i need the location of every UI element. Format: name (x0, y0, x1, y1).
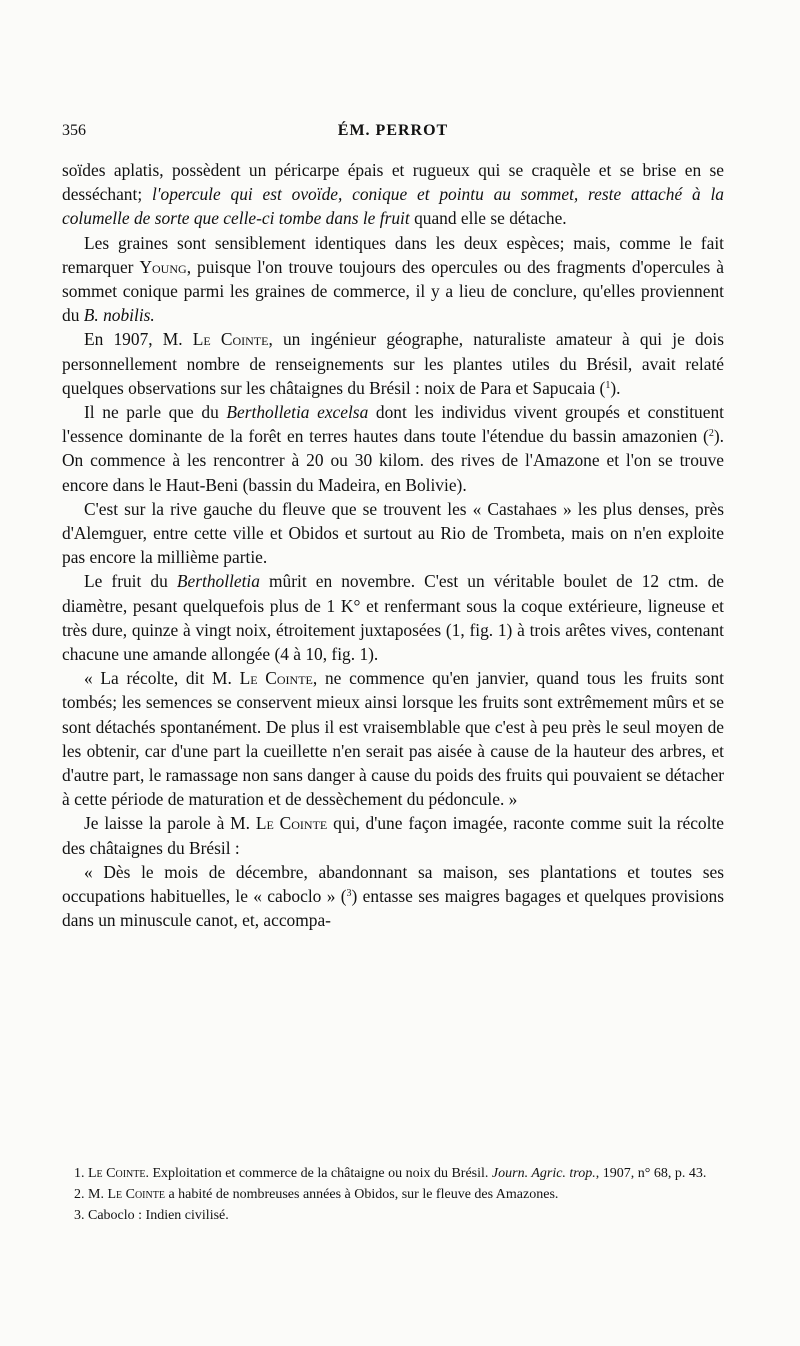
text-run: Les graines sont sensiblement identiques dans les deux espèces; mais, comme le fait remarquer (62, 232, 724, 277)
paragraph (62, 497, 724, 570)
small-caps-name: Le Cointe (192, 329, 269, 350)
footnote-ref: 2 (708, 428, 714, 440)
page-number: 356 (62, 122, 86, 139)
italic-run: Bertholletia excelsa (226, 402, 369, 423)
paragraph (62, 327, 724, 400)
italic-run: B. nobilis. (83, 305, 155, 326)
footnote-ref: 3 (346, 888, 352, 900)
text-run: Je laisse la parole à M. (84, 813, 256, 834)
paragraph (62, 400, 724, 497)
running-head-author: ÉM. PERROT (337, 122, 449, 139)
paragraph (62, 231, 724, 328)
footnotes (62, 1163, 724, 1226)
paragraph (62, 666, 724, 811)
footnote (62, 1184, 724, 1205)
text-run: Le fruit du (84, 571, 177, 592)
italic-run: Journ. Agric. trop. (491, 1166, 596, 1181)
small-caps-name: Le Cointe (239, 668, 313, 689)
text-run: dont les individus vivent groupés et constituent l'essence dominante de la forêt en terres hautes dans toute l'étendue du bassin amazonien ( (62, 402, 724, 447)
text-run: C'est sur la rive gauche du fleuve que se trouvent les « Castahaes » les plus denses, près d'Alemguer, entre cette ville et Obidos et surtout au Rio de Trombeta, mais on n'en exploite pas encore la millième partie. (62, 498, 724, 568)
text-run: , un ingénieur géographe, naturaliste amateur à qui je dois personnellement nombre de renseignements sur les plantes utiles du Brésil, avait relaté quelques observations sur les châtaignes du Brésil : noix de Para et Sapucaia ( (62, 329, 724, 398)
text-run: « Dès le mois de décembre, abandonnant sa maison, ses plantations et toutes ses occupations habituelles, le « caboclo » ( (62, 861, 724, 907)
text-run: ). (610, 377, 621, 398)
text-run: , 1907, n° 68, p. 43. (595, 1166, 707, 1181)
paragraph (62, 158, 724, 231)
text-run: soïdes aplatis, possèdent un péricarpe épais et rugueux qui se craquèle et se brise en se desséchant; (62, 160, 724, 205)
text-run: 2. M. (74, 1187, 108, 1202)
small-caps-name: Young (139, 256, 187, 277)
text-run: qui, d'une façon imagée, raconte comme suit la récolte des châtaignes du Brésil : (62, 813, 725, 858)
text-run: , ne commence qu'en janvier, quand tous les fruits sont tombés; les semences se conservent mieux ainsi lorsque les fruits sont extrêmement mûrs et se sont détachés spontanément. De plus il est vraisemblable que c'est à peu près le seul moyen de les obtenir, car d'une part la cueillette n'en serait pas aisée à cause de la hauteur des arbres, et d'autre part, le ramassage non sans danger à cause du poids des fruits qui pouvaient se détacher à cette période de maturation et de dessèchement du pédoncule. » (62, 668, 725, 810)
text-run: mûrit en novembre. C'est un véritable boulet de 12 ctm. de diamètre, pesant quelquefois plus de 1 K° et renfermant sous la coque extérieure, ligneuse et très dure, quinze à vingt noix, étroitement juxtaposées (1, fig. 1) à trois arêtes vives, contenant chacune une amande allongée (4 à 10, fig. 1). (62, 571, 725, 665)
paragraph (62, 811, 724, 859)
paragraph (62, 569, 724, 666)
italic-run: Bertholletia (176, 571, 260, 592)
italic-run: l'opercule qui est ovoïde, conique et pointu au sommet, reste attaché à la columelle de sorte que celle-ci tombe dans le fruit (62, 184, 724, 229)
text-run: , puisque l'on trouve toujours des opercules ou des fragments d'opercules à sommet conique parmi les graines de commerce, il y a lieu de conclure, qu'elles proviennent du (62, 256, 724, 326)
text-run: 3. Caboclo : Indien civilisé. (74, 1208, 229, 1223)
text-run: ) entasse ses maigres bagages et quelques provisions dans un minuscule canot, et, accompa- (62, 886, 724, 931)
small-caps-name: Le Cointe (255, 813, 328, 834)
footnote (62, 1163, 724, 1184)
paragraph (62, 860, 724, 933)
text-run: quand elle se détache. (409, 208, 567, 229)
text-run: a habité de nombreuses années à Obidos, sur le fleuve des Amazones. (164, 1187, 559, 1202)
body-text (62, 158, 724, 933)
small-caps-name: Le Cointe (107, 1187, 165, 1202)
text-run: « La récolte, dit M. (84, 668, 240, 689)
text-run: Il ne parle que du (84, 402, 227, 423)
text-run: . Exploitation et commerce de la châtaigne ou noix du Brésil. (145, 1166, 492, 1181)
footnote (62, 1205, 724, 1226)
text-run: En 1907, M. (84, 329, 193, 350)
text-run: 1. (74, 1166, 88, 1181)
small-caps-name: Le Cointe (88, 1166, 146, 1181)
footnote-ref: 1 (605, 379, 611, 391)
running-head (62, 122, 724, 146)
text-run: ). On commence à les rencontrer à 20 ou 30 kilom. des rives de l'Amazone et l'on se trouve encore dans le Haut-Beni (bassin du Madeira, en Bolivie). (62, 426, 724, 495)
